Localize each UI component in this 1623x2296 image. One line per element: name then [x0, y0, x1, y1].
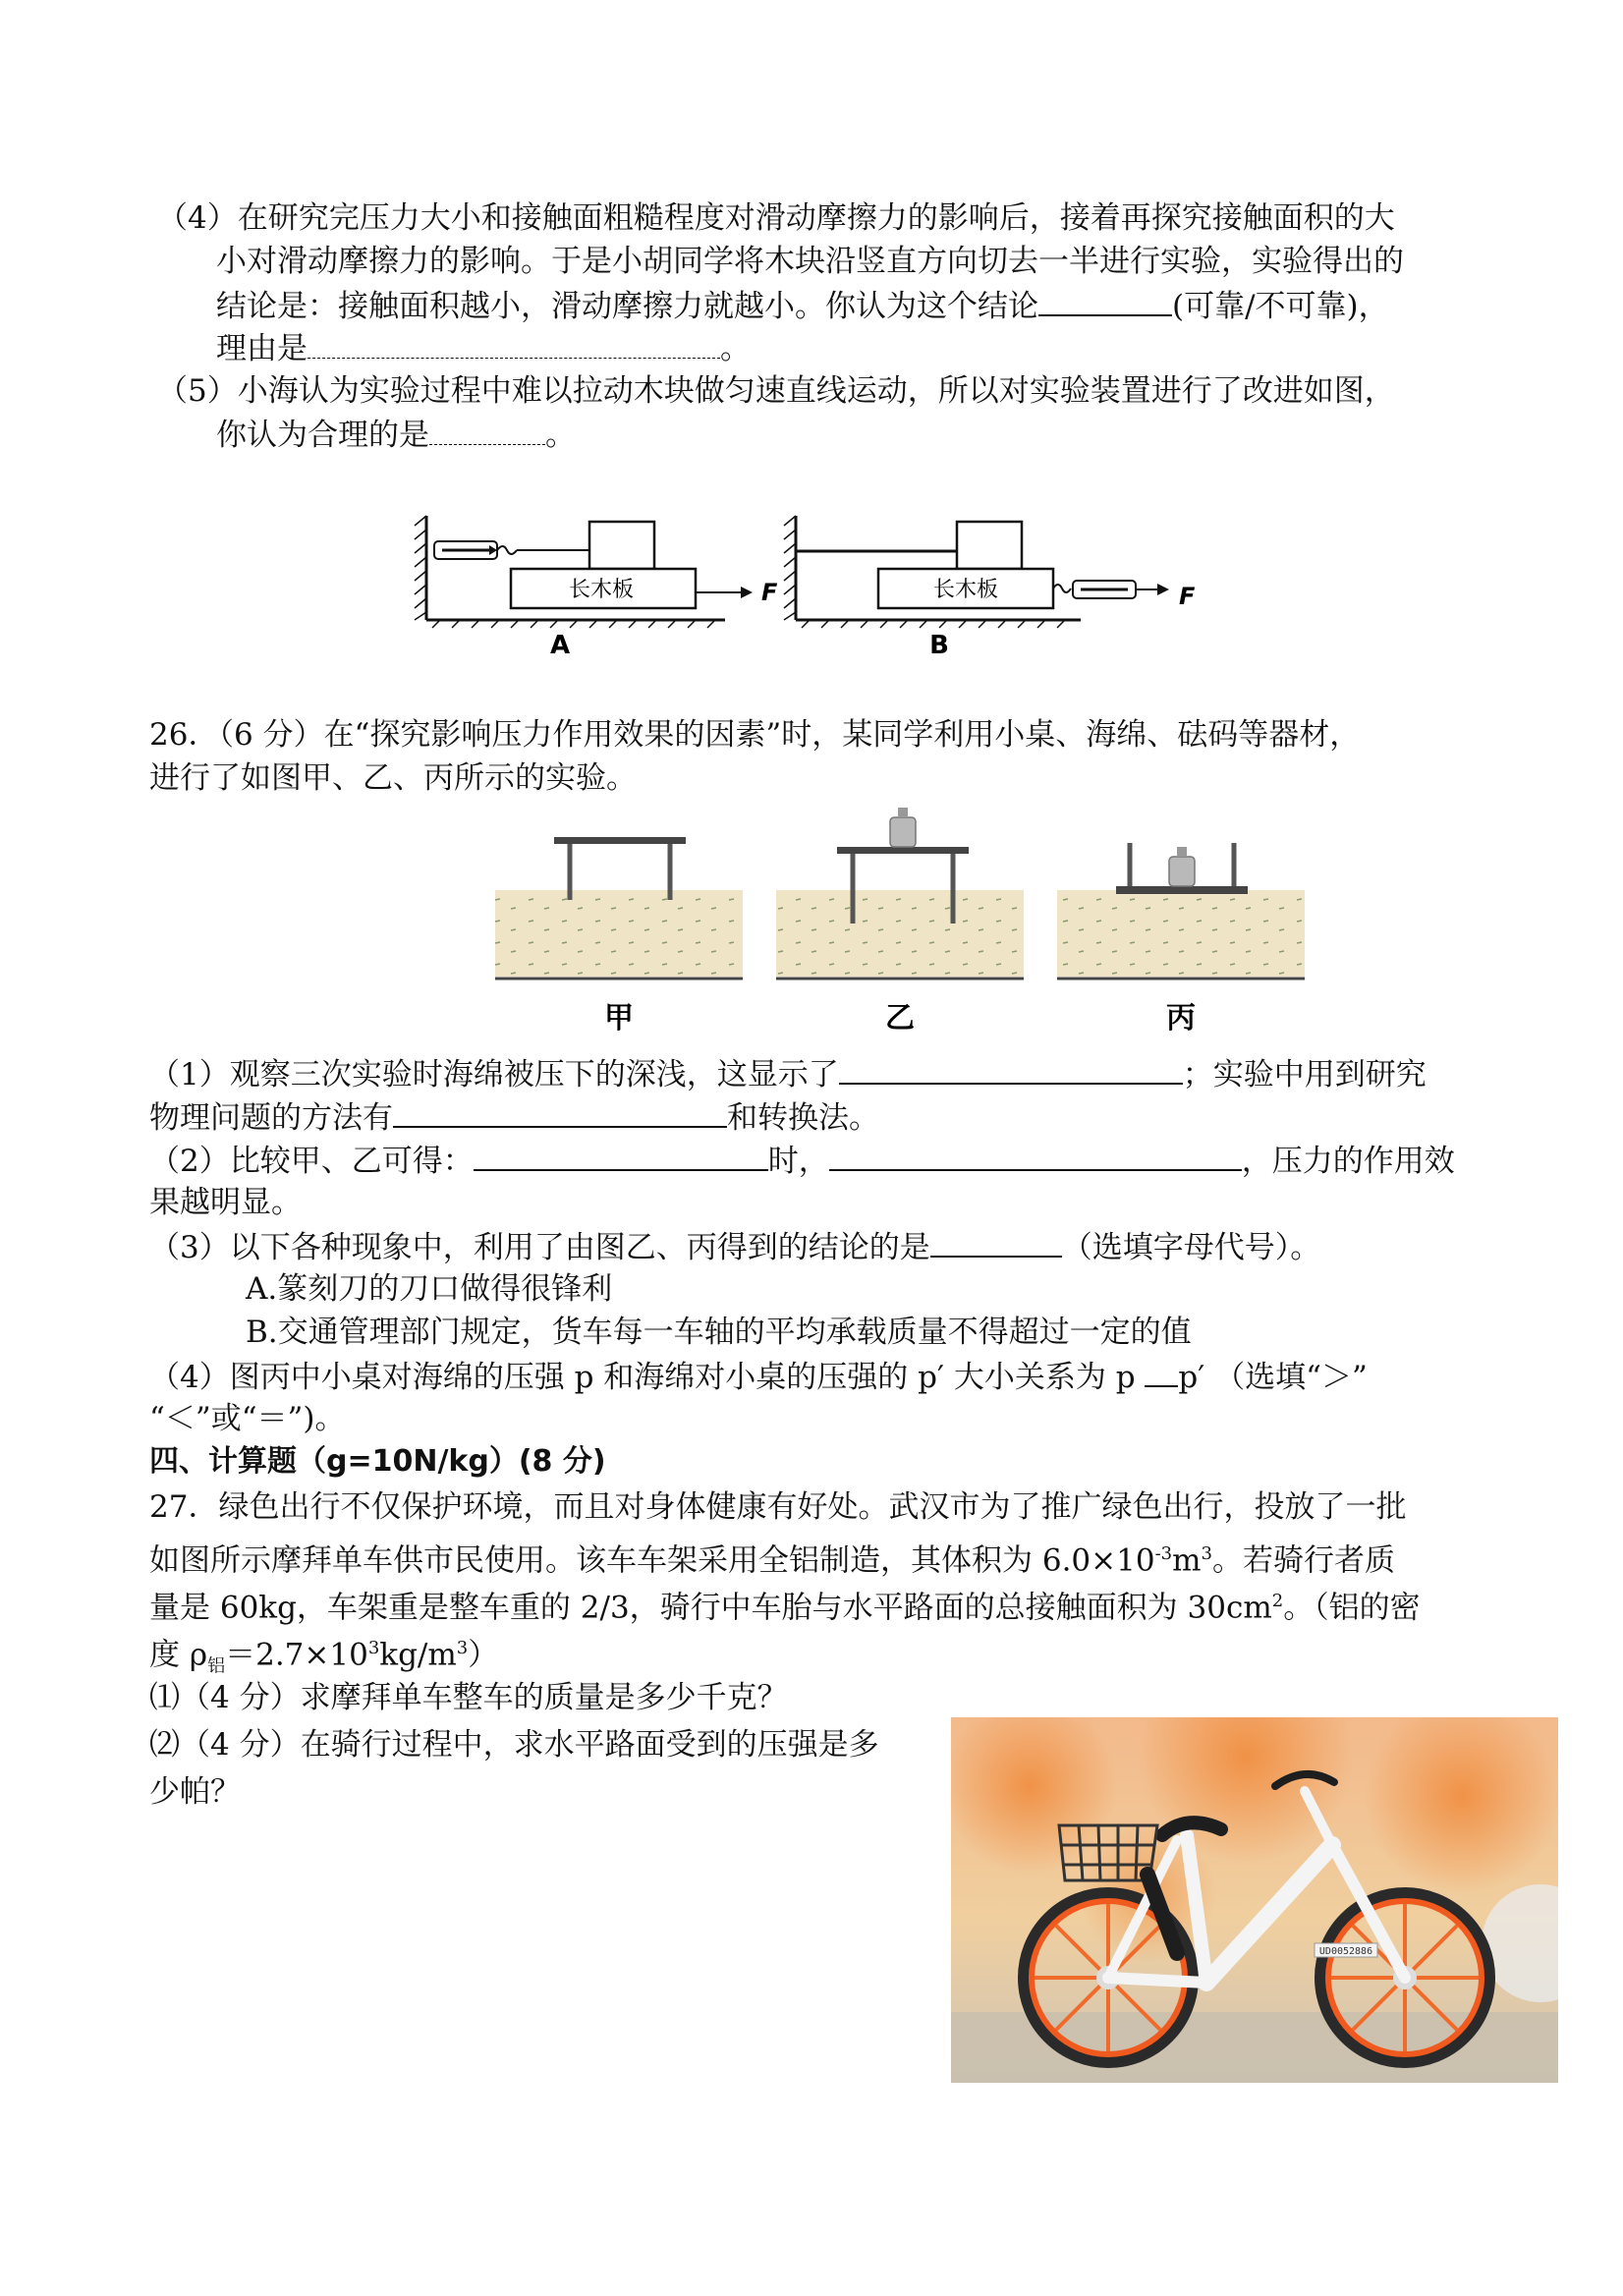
q27-sub2-line2: 少帕？ [149, 1774, 241, 1810]
q26-stem-line1: 26．（6 分）在“探究影响压力作用效果的因素”时，某同学利用小桌、海绵、砝码等器材， [149, 717, 1361, 753]
q26-p2-tail: ，压力的作用效 [1241, 1144, 1455, 1179]
q26-p1-blank-method[interactable] [393, 1096, 727, 1128]
weight-bing [1169, 857, 1195, 886]
sponge-jia [495, 890, 743, 977]
figure-jia [495, 837, 743, 1036]
q26-p4-blank[interactable] [1145, 1356, 1178, 1387]
q27-l4-exp: 3 [367, 1638, 380, 1658]
q26-p1-text: （1）观察三次实验时海绵被压下的深浅，这显示了 [149, 1057, 839, 1092]
q27-l3-text: 量是 60kg，车架重是整车重的 2/3，骑行中车胎与水平路面的总接触面积为 30cm [149, 1590, 1272, 1626]
setup-b [784, 516, 1196, 660]
q25-p4-options: (可靠/不可靠)， [1172, 289, 1389, 324]
figure-bing [1057, 843, 1305, 1036]
q25-p4-line1: （4）在研究完压力大小和接触面粗糙程度对滑动摩擦力的影响后，接着再探究接触面积的大 [157, 200, 1395, 236]
q26-p4-line1 [149, 1356, 1368, 1397]
q25-p5-period: 。 [545, 418, 576, 453]
q25-p4-line3 [216, 285, 1389, 326]
wood-block-a [589, 522, 654, 569]
q25-p5-text: 你认为合理的是 [216, 418, 429, 453]
q27-l2-unit: m [1172, 1542, 1202, 1579]
label-yi: 乙 [885, 1001, 915, 1036]
q25-p4-blank-reason[interactable] [308, 328, 720, 359]
wood-block-b [957, 522, 1022, 569]
q27-l4-tail: ） [468, 1637, 499, 1673]
q25-p5-line1: （5）小海认为实验过程中难以拉动木块做匀速直线运动，所以对实验装置进行了改进如图， [157, 373, 1395, 409]
q25-p5-line2 [216, 415, 576, 455]
q27-l2-tail: 。若骑行者质 [1211, 1542, 1395, 1579]
q27-l2-exp: -3 [1154, 1543, 1173, 1564]
board-label-b: 长木板 [932, 578, 999, 602]
q27-l3-tail: 。（铝的密 [1283, 1590, 1421, 1626]
q26-stem-line2: 进行了如图甲、乙、丙所示的实验。 [149, 760, 637, 796]
q27-l4-unit: kg/m [379, 1637, 457, 1673]
figure-label-a: A [549, 631, 571, 660]
q25-p4-line4 [216, 328, 751, 368]
pressure-experiment-figure [491, 806, 1316, 1041]
q27-line2 [149, 1535, 1395, 1580]
q27-l4-exp2: 3 [456, 1638, 469, 1658]
bike-plate-number: UD0052886 [1318, 1946, 1373, 1957]
q25-p4-line2: 小对滑动摩擦力的影响。于是小胡同学将木块沿竖直方向切去一半进行实验，实验得出的 [216, 244, 1404, 279]
q26-p3-blank[interactable] [930, 1226, 1062, 1258]
q27-l3-exp: 2 [1271, 1591, 1284, 1611]
table-top-bing [1116, 886, 1248, 894]
q26-p4-tail: p′ （选填“＞” [1178, 1360, 1368, 1395]
q26-p2-line2: 果越明显。 [149, 1185, 302, 1220]
q26-p1-method-tail: 和转换法。 [727, 1100, 879, 1136]
q27-sub2-line1: ⑵（4 分）在骑行过程中，求水平路面受到的压强是多 [149, 1727, 879, 1763]
q27-line1: 27．绿色出行不仅保护环境，而且对身体健康有好处。武汉市为了推广绿色出行，投放了一批 [149, 1489, 1407, 1525]
section4-title: 四、计算题（g=10N/kg）(8 分) [149, 1444, 606, 1479]
weight-yi [890, 817, 916, 847]
table-top-jia [554, 837, 686, 844]
q26-p3-option-b: B.交通管理部门规定，货车每一车轴的平均承载质量不得超过一定的值 [246, 1315, 1192, 1350]
q26-p2-text: （2）比较甲、乙可得： [149, 1144, 474, 1179]
q26-p4-line2: “＜”或“＝”)。 [149, 1401, 346, 1436]
q26-p1-text-b: ；实验中用到研究 [1182, 1057, 1427, 1092]
q26-p4-text: （4）图丙中小桌对海绵的压强 p 和海绵对小桌的压强的 p′ 大小关系为 p [149, 1360, 1146, 1395]
q26-p3-option-a: A.篆刻刀的刀口做得很锋利 [246, 1271, 613, 1307]
figure-yi [776, 808, 1024, 1036]
q27-sub1: ⑴（4 分）求摩拜单车整车的质量是多少千克？ [149, 1680, 788, 1715]
q25-p5-blank[interactable] [429, 415, 545, 445]
q25-p4-reason-label: 理由是 [216, 331, 308, 366]
q25-p4-period: 。 [720, 331, 751, 366]
label-jia: 甲 [604, 1001, 634, 1036]
q25-p4-blank-reliable[interactable] [1038, 285, 1172, 316]
sponge-yi [776, 890, 1024, 977]
q26-p1-blank-shows[interactable] [839, 1053, 1183, 1085]
mobike-photo [951, 1717, 1558, 2083]
q27-l4-text: 度 ρ [149, 1637, 208, 1673]
friction-apparatus-figure [413, 506, 1238, 663]
force-label-a: F [761, 579, 778, 606]
q27-line3 [149, 1582, 1421, 1627]
q26-p1-method-text: 物理问题的方法有 [149, 1100, 393, 1136]
q25-p4-text: 结论是：接触面积越小，滑动摩擦力就越小。你认为这个结论 [216, 289, 1038, 324]
force-label-b: F [1179, 583, 1196, 610]
setup-a [415, 516, 778, 660]
q26-p2-blank-result[interactable] [829, 1140, 1242, 1171]
q26-p3-line1 [149, 1226, 1320, 1267]
q26-p2-when: 时， [767, 1144, 829, 1179]
table-top-yi [837, 847, 969, 854]
figure-label-b: B [929, 631, 949, 660]
q26-p1-line2 [149, 1096, 879, 1138]
sponge-bing [1057, 890, 1305, 977]
q26-p2-line1 [149, 1140, 1455, 1181]
q27-l4-value: ＝2.7×10 [225, 1637, 368, 1673]
q26-p2-blank-condition[interactable] [474, 1140, 768, 1171]
label-bing: 丙 [1166, 1001, 1196, 1036]
q26-p3-text: （3）以下各种现象中，利用了由图乙、丙得到的结论的是 [149, 1230, 930, 1265]
q27-l4-sub: 铝 [207, 1655, 226, 1677]
q26-p3-tail: （选填字母代号）。 [1061, 1230, 1321, 1265]
q27-l2-text: 如图所示摩拜单车供市民使用。该车车架采用全铝制造，其体积为 6.0×10 [149, 1542, 1155, 1579]
q26-p1-line1 [149, 1053, 1427, 1094]
q27-l2-exp2: 3 [1201, 1543, 1212, 1564]
board-label-a: 长木板 [568, 578, 635, 602]
